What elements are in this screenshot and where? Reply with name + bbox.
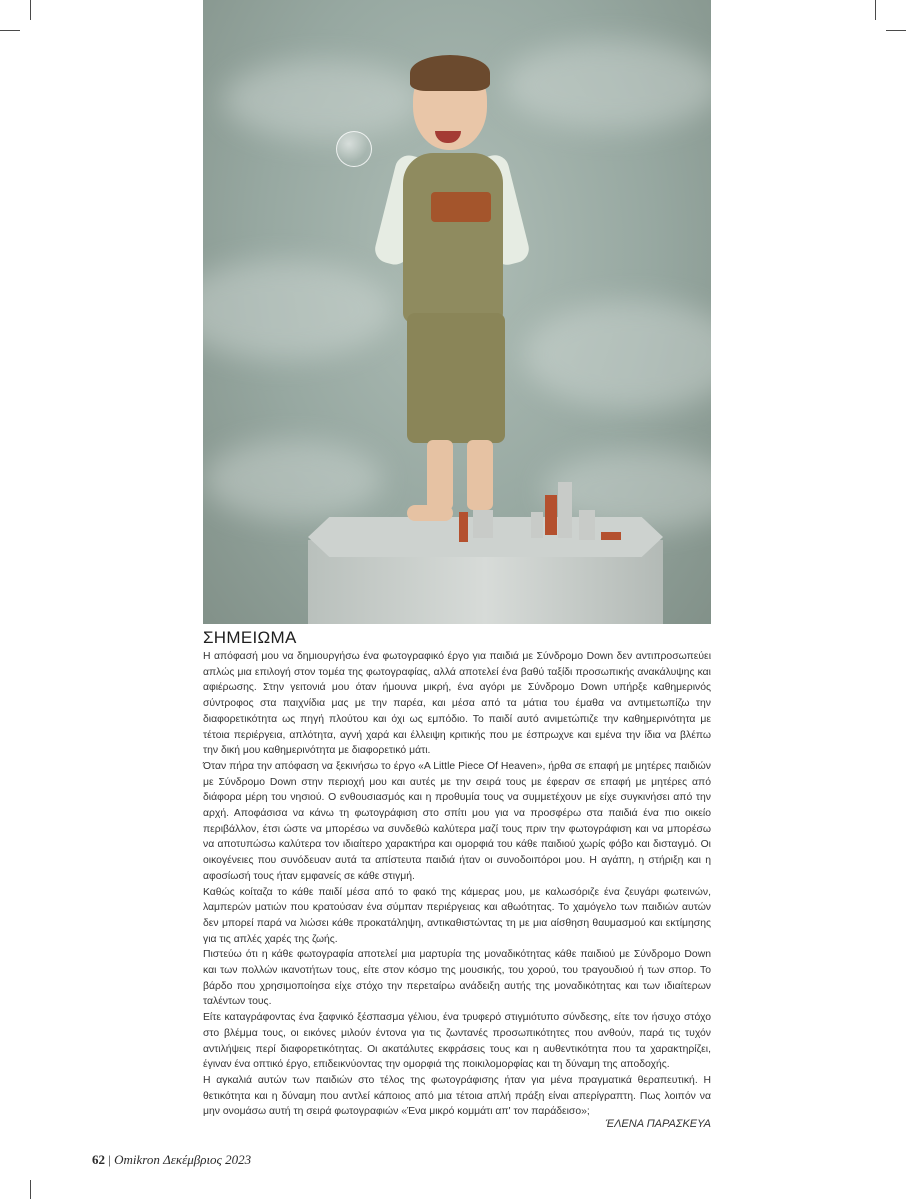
leg <box>427 440 453 510</box>
paragraph: Όταν πήρα την απόφαση να ξεκινήσω το έργο «A Little Piece Of Heaven», ήρθα σε επαφή με μητέρες παιδιών με Σύνδρομο Down στην περιοχή μου και αυτές με την σειρά τους με έφεραν σε επαφή με μητέρες από διάφορα μέρη του νησιού. Ο ενθουσιασμός και η προθυμία τους να συμμετέχουν με είχε συγκινήσει από την αρχή. Αποφάσισα να κάνω τη φωτογράφιση στο σπίτι μου για να προσφέρω στα παιδιά ένα πιο οικείο περιβάλλον, έτσι ώστε να μπορέσω να συνδεθώ καλύτερα μαζί τους πριν την φωτογράφιση και να μπορέσω να αποτυπώσω καλύτερα τον ιδιαίτερο χαρακτήρα και ομορφιά του κάθε παιδιού χωρίς φόβο και δισταγμό. Οι οικογένειες που συνόδευαν αυτά τα απίστευτα παιδιά ήταν οι συνοδοιπόροι μου. Η αγάπη, η στήριξη και η αφοσίωσή τους ήταν εμφανείς σε κάθε στιγμή. <box>203 760 711 882</box>
crop-mark <box>30 1180 31 1199</box>
hair <box>410 55 490 91</box>
page-footer <box>92 1152 251 1168</box>
paragraph: Καθώς κοίταζα το κάθε παιδί μέσα από το φακό της κάμερας μου, με καλωσόριζε ένα ζευγάρι φωτεινών, λαμπερών ματιών που κρατούσαν ένα σύμπαν περιέργειας και αθωότητας. Το χαμόγελο των παιδιών αυτών δεν μπορεί παρά να λιώσει κάθε προκατάληψη, αντικαθιστώντας τη με μια αίσθηση θαυμασμού και εκτίμησης για τις απλές χαρές της ζωής. <box>203 886 711 945</box>
crop-mark <box>886 30 906 31</box>
paragraph: Η αγκαλιά αυτών των παιδιών στο τέλος της φωτογράφισης ήταν για μένα πραγματικά θεραπευτική. Η θετικότητα και η δύναμη που αντλεί κάποιος από μια τέτοια απλή πράξη είναι απερίγραπτη. Πως λοιπόν να μην ονομάσω αυτή τη σειρά φωτογραφιών «Ένα μικρό κομμάτι απ' τον παράδεισο»; <box>203 1074 711 1118</box>
toy-plane <box>431 192 491 222</box>
paragraph: Είτε καταγράφοντας ένα ξαφνικό ξέσπασμα γέλιου, ένα τρυφερό στιγμιότυπο σύνδεσης, είτε τον ήσυχο στόχο στο βλέμμα τους, οι εικόνες μιλούν έντονα για τις ζωντανές προσωπικότητες που ανθούν, παρά τις τυχόν αντιλήψεις περί διαφορετικότητας. Οι ακατάλυτες εκφράσεις τους και η αυθεντικότητα που τα χαρακτηρίζει, έγιναν ένα οπτικό έργο, επιδεικνύοντας την ομορφιά της ποικιλομορφίας και τη δύναμη της αποδοχής. <box>203 1012 711 1071</box>
shorts <box>407 313 505 443</box>
vest <box>403 153 503 323</box>
author-signature: ΈΛΕΝΑ ΠΑΡΑΣΚΕΥΑ <box>605 1118 711 1130</box>
crop-mark <box>0 30 20 31</box>
paragraph: Πιστεύω ότι η κάθε φωτογραφία αποτελεί μια μαρτυρία της μοναδικότητας κάθε παιδιού με Σύνδρομο Down και των πολλών ικανοτήτων τους, είτε στον κόσμο της μουσικής, του χορού, του τραγουδιού ή των σπορ. Το βάρδο που χρησιμοποίησα είχε στόχο την περεταίρω ανάδειξη αυτής της μοναδικότητας και των ιδιαίτερων ταλέντων τους. <box>203 949 711 1008</box>
toy-block <box>531 512 543 538</box>
toy-soldier <box>459 512 468 542</box>
page-number: 62 <box>92 1152 105 1167</box>
toy-block <box>601 532 621 540</box>
article-heading: ΣΗΜΕΙΩΜΑ <box>203 628 297 647</box>
article-photo <box>203 0 711 624</box>
boy-figure <box>363 55 563 535</box>
crop-mark <box>875 0 876 20</box>
article-text <box>203 628 711 1120</box>
toy-block <box>579 510 595 540</box>
crop-mark <box>30 0 31 20</box>
toy-block <box>473 510 493 538</box>
paragraph: Η απόφασή μου να δημιουργήσω ένα φωτογραφικό έργο για παιδιά με Σύνδρομο Down δεν αντιπροσωπεύει απλώς μια επιλογή στον τομέα της φωτογραφίας, αλλά αποτελεί ένα βαθύ ταξίδι προσωπικής ανακάλυψης και αφιέρωσης. Στην γειτονιά μου όταν ήμουνα μικρή, ένα αγόρι με Σύνδρομο Down υπήρξε καθημερινός σύντροφος στα παιχνίδια μας με την παρέα, και μέσα από τα μάτια του έμαθα να αντιμετωπίζω την διαφορετικότητα ως πηγή πλούτου και όχι ως εμπόδιο. Το παιδί αυτό ανιμετώπιζε την καθημερινότητα με τέτοια περιέργεια, απλότητα, αγνή χαρά και έλλειψη κριτικής που με έσπρωχνε και εμένα την ίδια να βλέπω την δική μου καθημερινότητα με διαφορετικό μάτι. <box>203 651 711 757</box>
toy-block <box>558 482 572 538</box>
cloud <box>203 440 383 520</box>
footer-separator: | <box>108 1152 111 1167</box>
toy-block <box>545 495 557 535</box>
foot <box>407 505 453 521</box>
publication-name: Omikron Δεκέμβριος 2023 <box>114 1152 252 1167</box>
leg <box>467 440 493 510</box>
